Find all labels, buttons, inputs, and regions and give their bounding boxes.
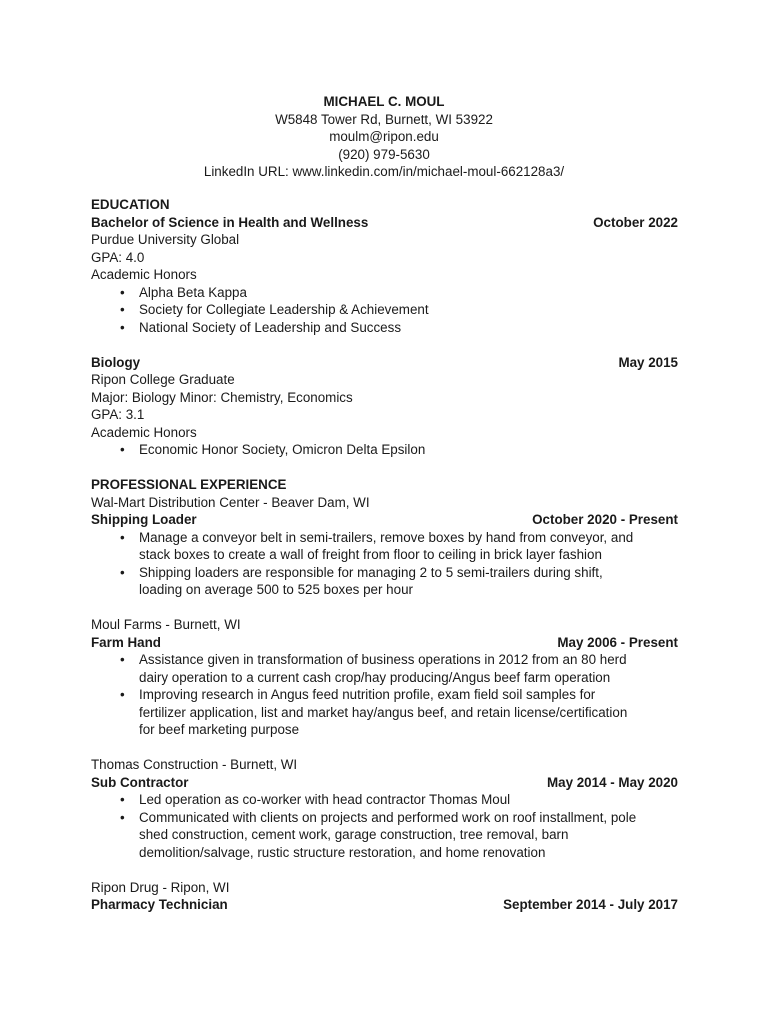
bullet-line: demolition/salvage, rustic structure restoration, and home renovation [139,844,546,860]
bullet-line: • Improving research in Angus feed nutrition profile, exam field soil samples for [139,687,596,702]
education-heading-row [91,354,678,372]
job-role: Sub Contractor [91,774,189,790]
bullet-line: • Manage a conveyor belt in semi-trailers, remove boxes by hand from conveyor, and [139,529,634,545]
job-role: Farm Hand [91,634,161,650]
bullet-line: fertilizer application, list and market hay/angus beef, and retain license/certification [139,704,628,720]
job-date: May 2006 - Present [557,634,678,650]
job-role: Pharmacy Technician [91,897,228,912]
job-heading-row [91,896,678,914]
honors-list [91,284,678,337]
candidate-name: MICHAEL C. MOUL [323,94,445,109]
bullet-line: dairy operation to a current cash crop/hay producing/Angus beef farm operation [139,669,611,685]
degree-date: May 2015 [618,354,678,370]
bullet-line: • Shipping loaders are responsible for managing 2 to 5 semi-trailers during shift, [139,564,603,580]
job-entry [91,879,678,914]
bullet-line: • Assistance given in transformation of business operations in 2012 from an 80 herd [139,652,627,667]
bullet-line: stack boxes to create a wall of freight from floor to ceiling in brick layer fashion [139,547,602,562]
job-role: Shipping Loader [91,512,197,527]
education-section [91,196,678,914]
degree-title: Biology [91,354,141,370]
job-entry [91,756,678,861]
bullet-line: • Communicated with clients on projects and performed work on roof installment, pole [139,809,637,825]
job-bullet [139,564,678,599]
job-date: October 2020 - Present [532,512,678,527]
bullet-line: shed construction, cement work, garage construction, tree removal, barn [139,827,569,842]
section-title-experience: PROFESSIONAL EXPERIENCE [91,477,287,492]
job-heading-row [91,634,678,652]
bullet-line: loading on average 500 to 525 boxes per hour [139,582,413,597]
company-name: Wal-Mart Distribution Center - Beaver Dam, WI [91,494,370,510]
honors-list [91,441,678,459]
job-bullets [91,791,678,861]
job-date: May 2014 - May 2020 [546,774,678,790]
job-bullets [91,651,678,739]
linkedin-url: LinkedIn URL: www.linkedin.com/in/michael-moul-662128a3/ [203,164,565,179]
major: Major: Biology Minor: Chemistry, Economics [91,389,353,405]
job-bullet [139,686,678,739]
job-bullet [139,529,678,564]
company-name: Thomas Construction - Burnett, WI [91,757,298,772]
company-name: Moul Farms - Burnett, WI [91,617,241,632]
honor-item: • Economic Honor Society, Omicron Delta Epsilon [139,441,678,459]
job-bullets [91,529,678,599]
email: moulm@ripon.edu [329,129,439,144]
company-name: Ripon Drug - Ripon, WI [91,879,230,895]
education-entry [91,214,678,337]
school-name: Purdue University Global [91,232,240,247]
bullet-line: • Led operation as co-worker with head contractor Thomas Moul [139,792,511,807]
honor-item: • Alpha Beta Kappa [139,284,678,302]
job-heading-row [91,774,678,792]
education-entry [91,354,678,459]
gpa: GPA: 4.0 [91,249,145,265]
job-date: September 2014 - July 2017 [503,897,678,912]
job-heading-row [91,511,678,529]
bullet-line: for beef marketing purpose [139,722,300,737]
honor-item: • Society for Collegiate Leadership & Achievement [139,301,678,319]
gpa: GPA: 3.1 [91,407,145,422]
resume-header [0,93,768,181]
degree-date: October 2022 [593,214,678,230]
job-entry [91,616,678,739]
job-bullet [139,651,678,686]
job-bullet [139,791,678,809]
section-title-education: EDUCATION [91,197,170,212]
phone: (920) 979-5630 [338,146,430,162]
honor-item: • National Society of Leadership and Success [139,319,678,337]
job-entry [91,494,678,599]
address: W5848 Tower Rd, Burnett, WI 53922 [275,111,493,127]
honors-label: Academic Honors [91,424,197,440]
school-name: Ripon College Graduate [91,372,235,387]
job-bullet [139,809,678,862]
degree-title: Bachelor of Science in Health and Wellness [91,214,369,230]
education-heading-row [91,214,678,232]
honors-label: Academic Honors [91,267,197,282]
